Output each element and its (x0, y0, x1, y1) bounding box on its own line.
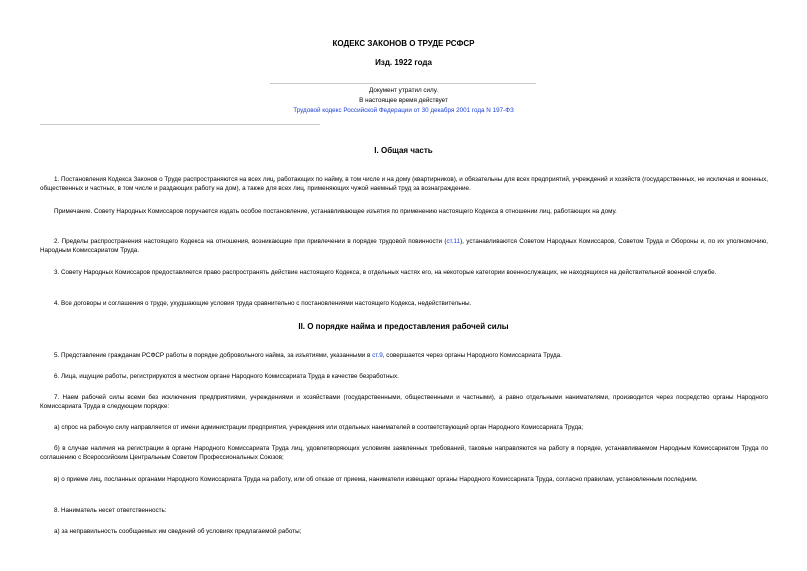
status-line-1: Документ утратил силу. (368, 87, 438, 94)
header-divider (270, 83, 536, 84)
paragraph-1: 1. Постановления Кодекса Законов о Труде распространяются на всех лиц, работающих по найму, в том числе и на дому (квартирников), и обязательны для всех предприятий, учреждений и хозяйств (государственных, не исключая и военных, общественных и частных, в том числе и раздающих работу на дом), а также для всех лиц, применяющих чужой наемный труд за вознаграждение. (40, 176, 768, 192)
section-title-general: I. Общая часть (374, 146, 433, 155)
article-9-link[interactable]: ст.9 (372, 352, 383, 359)
document-title: КОДЕКС ЗАКОНОВ О ТРУДЕ РСФСР (332, 39, 475, 48)
paragraph-7: 7. Наем рабочей силы всеми без исключения предприятиями, учреждениями и хозяйствами (государственными, общественными и частными), а равно отдельными нанимателями, производится через посредство органы Народного Комиссариата Труда в следующем порядке: (40, 394, 768, 410)
paragraph-7v: в) о приеме лиц, посланных органами Народного Комиссариата Труда на работу, или об отказе от приема, наниматели извещают органы Народного Комиссариата Труда, согласно правилам, установленным последним. (54, 476, 698, 483)
labor-code-link[interactable]: Трудовой кодекс Российской Федерации от 30 декабря 2001 года N 197-ФЗ (293, 107, 514, 114)
paragraph-5-text-a: 5. Представление гражданам РСФСР работы в порядке добровольного найма, за изъятиями, указанными в (54, 352, 373, 359)
article-11-link[interactable]: ст.11 (446, 238, 461, 245)
paragraph-3: 3. Совету Народных Комиссаров предоставляется право распространять действие настоящего Кодекса, в отдельных частях его, на некоторые категории военнослужащих, не находящихся на действительной военной службе. (54, 269, 717, 276)
status-divider (40, 124, 320, 125)
status-line-2: В настоящее время действует (359, 97, 448, 104)
section-title-hiring: II. О порядке найма и предоставления рабочей силы (298, 322, 509, 331)
paragraph-6: 6. Лица, ищущие работы, регистрируются в местном органе Народного Комиссариата Труда в качестве безработных. (54, 373, 399, 380)
paragraph-7a: а) спрос на рабочую силу направляется от имени администрации предприятия, учреждения или отдельных нанимателей в соответствующий орган Народного Комиссариата Труда; (54, 424, 584, 431)
paragraph-5 (40, 351, 768, 360)
paragraph-8: 8. Наниматель несет ответственность: (54, 507, 167, 514)
paragraph-2-text-a: 2. Пределы распространения настоящего Кодекса на отношения, возникающие при привлечении в порядке трудовой повинности ( (54, 238, 447, 245)
paragraph-5-text-b: , совершается через органы Народного Комиссариата Труда. (382, 352, 562, 359)
paragraph-note: Примечание. Совету Народных Комиссаров поручается издать особое постановление, устанавливающее изъятия по применению настоящего Кодекса в отношении лиц, работающих на дому. (54, 208, 617, 215)
document-edition: Изд. 1922 года (375, 58, 432, 67)
paragraph-8a: а) за неправильность сообщаемых им сведений об условиях предлагаемой работы; (54, 528, 302, 535)
paragraph-4: 4. Все договоры и соглашения о труде, ухудшающие условия труда сравнительно с постановлениями настоящего Кодекса, недействительны. (54, 300, 472, 307)
paragraph-2 (40, 237, 768, 255)
paragraph-2-text-b: ), устанавливаются Советом Народных Комиссаров, Советом Труда и Обороны и, по их уполномочию, Народным Комиссариатом Труда. (40, 238, 768, 254)
paragraph-7b: б) в случае наличия на регистрации в органе Народного Комиссариата Труда лиц, удовлетворяющих условиям заявленных требований, таковые направляются на работу в порядке, устанавливаемом Народным Комиссариатом Труда по соглашению с Всероссийским Центральным Советом Профессиональных Союзов; (40, 445, 768, 461)
